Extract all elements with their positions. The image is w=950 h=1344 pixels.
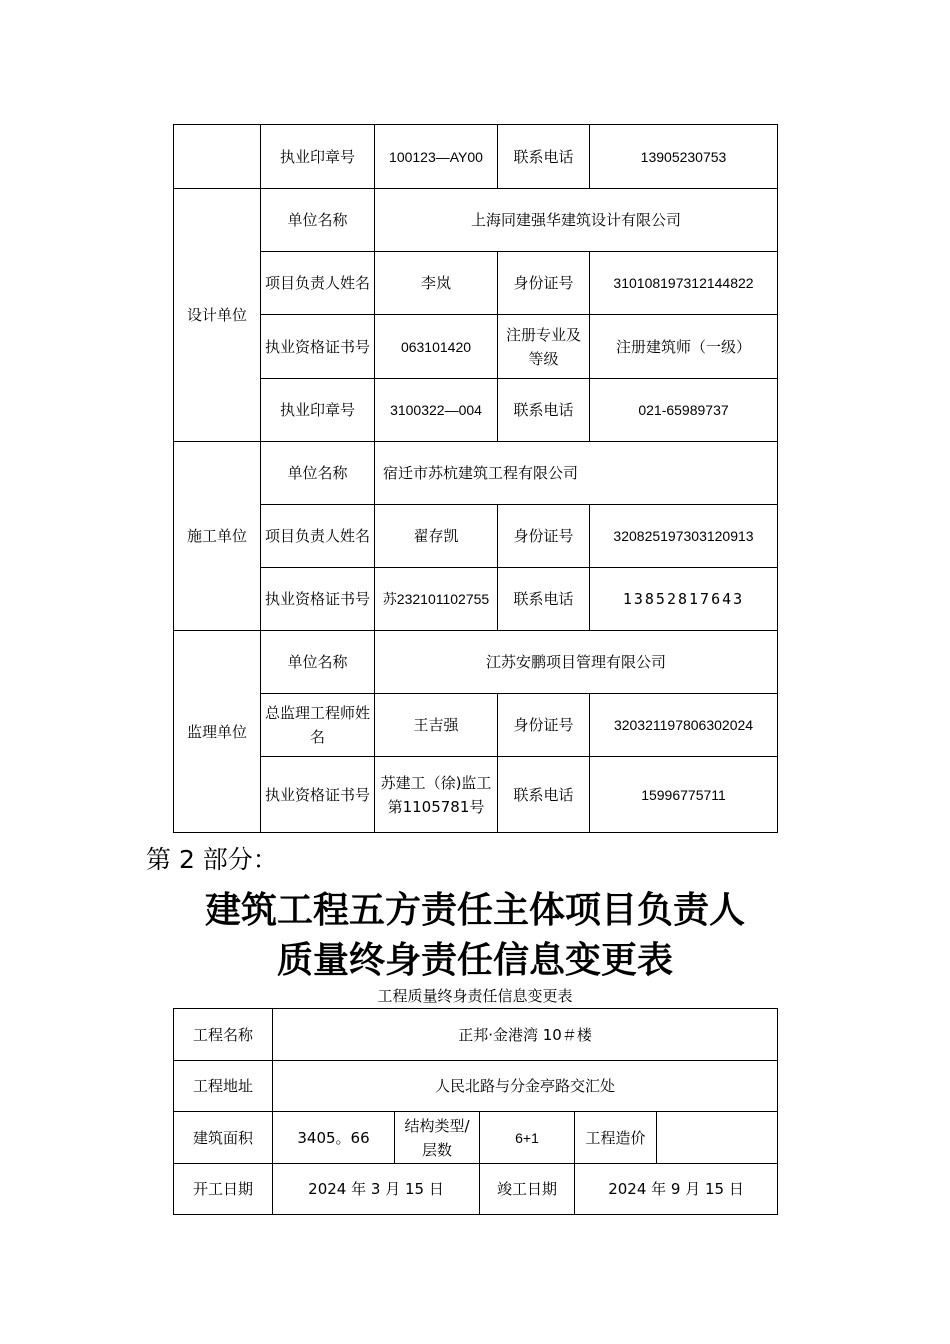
label-cell: 单位名称 <box>261 631 375 694</box>
label-cell: 联系电话 <box>498 757 590 833</box>
design-id-value: 310108197312144822 <box>590 252 778 315</box>
supervision-unit-value: 江苏安鹏项目管理有限公司 <box>375 631 778 694</box>
project-address-value: 人民北路与分金亭路交汇处 <box>273 1061 778 1112</box>
construction-id-value: 320825197303120913 <box>590 505 778 568</box>
label-cell: 结构类型/层数 <box>395 1112 480 1164</box>
section-design: 设计单位 <box>174 189 261 442</box>
design-leader-value: 李岚 <box>375 252 498 315</box>
table-row <box>174 189 778 252</box>
construction-cert-value: 苏232101102755 <box>375 568 498 631</box>
label-cell: 联系电话 <box>498 568 590 631</box>
construction-unit-value: 宿迁市苏杭建筑工程有限公司 <box>375 442 778 505</box>
label-cell: 单位名称 <box>261 189 375 252</box>
change-info-table <box>173 1008 778 1215</box>
design-unit-value: 上海同建强华建筑设计有限公司 <box>375 189 778 252</box>
section-cell-empty <box>174 125 261 189</box>
supervision-leader-value: 王吉强 <box>375 694 498 757</box>
label-cell: 项目负责人姓名 <box>261 505 375 568</box>
label-cell: 执业印章号 <box>261 379 375 442</box>
table-row <box>174 631 778 694</box>
start-date-value: 2024 年 3 月 15 日 <box>273 1164 480 1215</box>
design-seal-value: 3100322—004 <box>375 379 498 442</box>
table-row <box>174 568 778 631</box>
form-title-line1: 建筑工程五方责任主体项目负责人 <box>204 889 745 931</box>
label-cell: 单位名称 <box>261 442 375 505</box>
label-cell: 身份证号 <box>498 694 590 757</box>
label-cell: 总监理工程师姓名 <box>261 694 375 757</box>
construction-leader-value: 翟存凯 <box>375 505 498 568</box>
label-cell: 工程地址 <box>174 1061 273 1112</box>
label-cell: 执业资格证书号 <box>261 568 375 631</box>
table-row <box>174 1112 778 1164</box>
label-cell: 联系电话 <box>498 125 590 189</box>
label-cell: 竣工日期 <box>480 1164 575 1215</box>
cost-value <box>657 1112 778 1164</box>
design-cert-value: 063101420 <box>375 315 498 379</box>
area-value: 3405。66 <box>273 1112 395 1164</box>
section-construction: 施工单位 <box>174 442 261 631</box>
label-cell: 身份证号 <box>498 505 590 568</box>
design-major-value: 注册建筑师（一级） <box>590 315 778 379</box>
label-cell: 工程名称 <box>174 1009 273 1061</box>
construction-phone-value: 13852817643 <box>590 568 778 631</box>
table-row <box>174 379 778 442</box>
table-row <box>174 1164 778 1215</box>
structure-value: 6+1 <box>480 1112 575 1164</box>
table-row <box>174 125 778 189</box>
label-cell: 联系电话 <box>498 379 590 442</box>
part-heading: 第 2 部分： <box>146 845 278 874</box>
table-caption: 工程质量终身责任信息变更表 <box>377 987 573 1005</box>
label-cell: 执业资格证书号 <box>261 757 375 833</box>
table-row <box>174 505 778 568</box>
supervision-phone-value: 15996775711 <box>590 757 778 833</box>
label-cell: 注册专业及等级 <box>498 315 590 379</box>
table-row <box>174 757 778 833</box>
responsibility-table <box>173 124 778 833</box>
label-cell: 建筑面积 <box>174 1112 273 1164</box>
phone-value: 13905230753 <box>590 125 778 189</box>
table-row <box>174 442 778 505</box>
design-phone-value: 021-65989737 <box>590 379 778 442</box>
end-date-value: 2024 年 9 月 15 日 <box>575 1164 778 1215</box>
table-row <box>174 1009 778 1061</box>
supervision-cert-value: 苏建工（徐)监工第1105781号 <box>375 757 498 833</box>
supervision-id-value: 320321197806302024 <box>590 694 778 757</box>
table-row <box>174 252 778 315</box>
table-row <box>174 1061 778 1112</box>
seal-number-value: 100123—AY00 <box>375 125 498 189</box>
label-cell: 项目负责人姓名 <box>261 252 375 315</box>
label-cell: 身份证号 <box>498 252 590 315</box>
form-title-line2: 质量终身责任信息变更表 <box>276 939 673 981</box>
project-name-value: 正邦·金港湾 10＃楼 <box>273 1009 778 1061</box>
table-row <box>174 694 778 757</box>
label-cell: 开工日期 <box>174 1164 273 1215</box>
table-row <box>174 315 778 379</box>
label-cell: 执业资格证书号 <box>261 315 375 379</box>
section-supervision: 监理单位 <box>174 631 261 833</box>
label-cell: 工程造价 <box>575 1112 657 1164</box>
label-cell: 执业印章号 <box>261 125 375 189</box>
